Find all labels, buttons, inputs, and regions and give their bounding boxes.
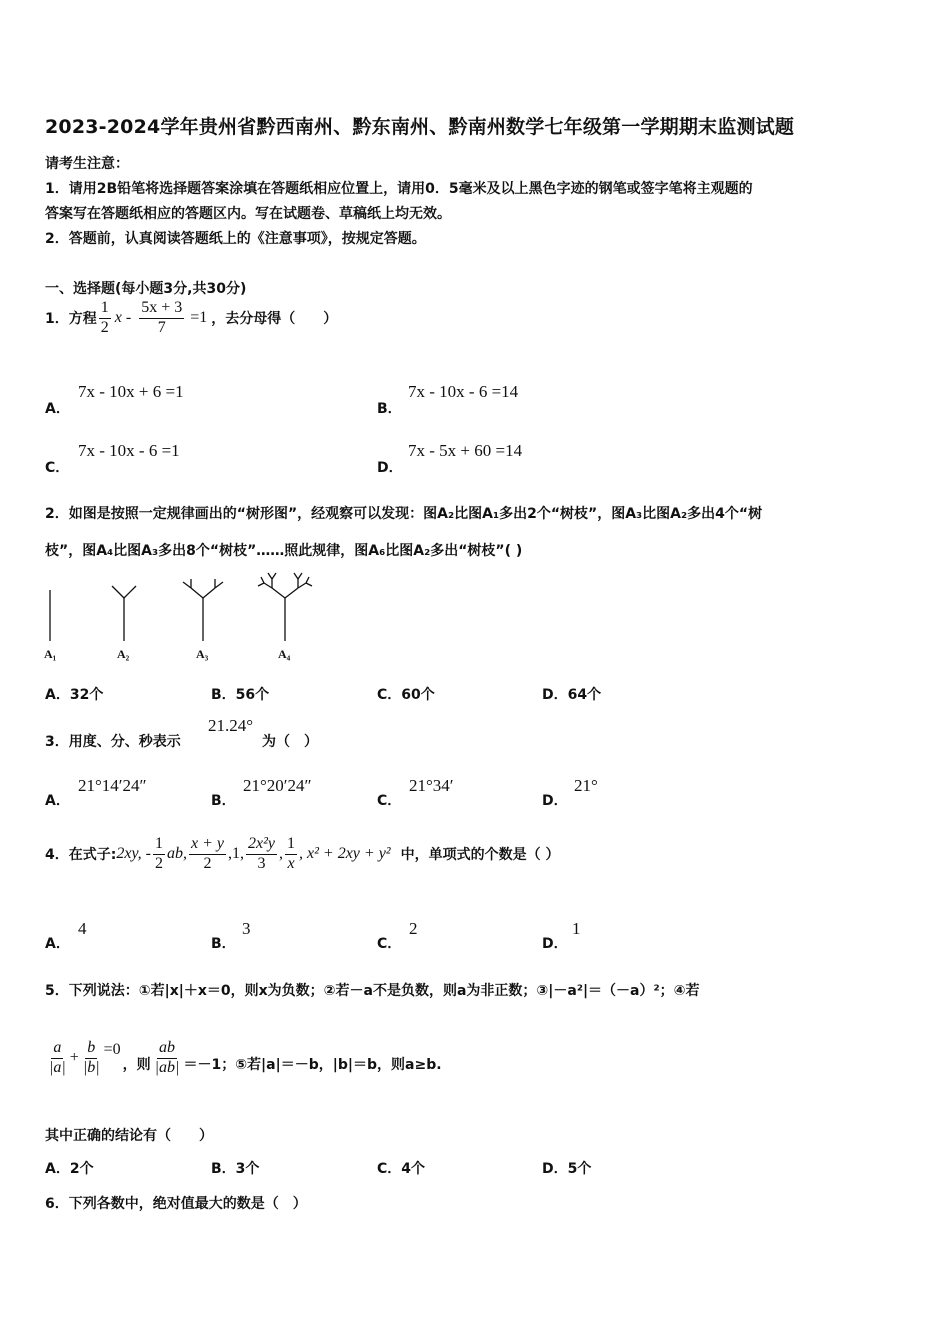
q3-option-c-expr: 21°34′ xyxy=(409,776,454,795)
q4-f2-num: x + y xyxy=(189,836,226,855)
notice-line-1a: 1．请用2B铅笔将选择题答案涂填在答题纸相应位置上，请用0．5毫米及以上黑色字迹的钢笔或签字笔将主观题的 xyxy=(45,181,753,197)
q5-f3-num: ab xyxy=(157,1040,177,1059)
tree-a4-leaf-8 xyxy=(306,583,312,586)
tree-a3-branch-left xyxy=(191,588,203,598)
tree-a4-leaf-4 xyxy=(272,573,276,579)
tree-a4-branch-left xyxy=(272,588,285,598)
q2-option-d[interactable] xyxy=(542,684,601,704)
q5-option-a-label: A． xyxy=(45,1161,70,1177)
q1-frac-a-den: 2 xyxy=(100,318,109,336)
q5-option-d-label: D． xyxy=(542,1161,568,1177)
q5-fraction-1 xyxy=(47,1040,68,1077)
notice-line-1b: 答案写在答题纸相应的答题区内。写在试题卷、草稿纸上均无效。 xyxy=(45,206,451,222)
tree-a4-twig-1 xyxy=(264,583,272,588)
q5-f1-den: |a| xyxy=(49,1058,66,1076)
tree-figure xyxy=(40,568,340,664)
q1-suffix: ，去分母得（ ） xyxy=(211,311,338,328)
q5-f2-den: |b| xyxy=(82,1058,100,1076)
q5-option-c-label: C． xyxy=(377,1161,402,1177)
notice-line-2: 2．答题前，认真阅读答题纸上的《注意事项》，按规定答题。 xyxy=(45,231,426,247)
q5-line-2 xyxy=(45,1040,442,1077)
q1-fraction-a xyxy=(99,300,111,337)
q1-option-d-label[interactable]: D． xyxy=(377,460,403,476)
q4-option-a-label[interactable]: A． xyxy=(45,936,70,952)
q4-suffix: 中，单项式的个数是（ ） xyxy=(400,847,560,864)
q1-prefix: 1．方程 xyxy=(45,311,97,328)
q5-option-a-text: 2个 xyxy=(69,1161,94,1177)
tree-a4-leaf-7 xyxy=(306,577,309,583)
q5-option-b-text: 3个 xyxy=(235,1161,260,1177)
q2-option-a[interactable] xyxy=(45,684,103,704)
tree-a4-leaf-6 xyxy=(298,573,302,579)
tree-a3-twig-1 xyxy=(183,582,191,588)
q2-option-c[interactable] xyxy=(377,684,435,704)
q3-value: 21.24° xyxy=(208,716,254,735)
question-1-stem xyxy=(45,300,337,337)
q1-option-a-label[interactable]: A． xyxy=(45,401,70,417)
question-4-stem xyxy=(45,836,559,873)
q4-term-2: ab, xyxy=(167,845,187,863)
tree-a2-branch-left xyxy=(112,586,124,598)
tree-a4-leaf-5 xyxy=(294,573,298,579)
q4-term-5: , x² + 2xy + y² xyxy=(299,845,391,863)
q4-f3-num: 2x²y xyxy=(246,836,277,855)
q4-option-b-label[interactable]: B． xyxy=(211,936,236,952)
tree-a3-twig-4 xyxy=(215,582,223,588)
q3-prefix: 3．用度、分、秒表示 xyxy=(45,734,181,750)
q4-option-d-expr: 1 xyxy=(572,919,581,938)
figure-label-a4: A₄ xyxy=(278,647,291,661)
q5-plus: + xyxy=(69,1049,79,1067)
q4-prefix: 4．在式子: xyxy=(45,847,117,864)
q4-f4-den: x xyxy=(287,854,295,872)
q3-option-b-label[interactable]: B． xyxy=(211,793,236,809)
figure-label-a2: A₂ xyxy=(117,647,130,661)
q5-eq0: =0 xyxy=(103,1041,121,1059)
q4-f1-den: 2 xyxy=(155,854,163,872)
section-heading: 一、选择题(每小题3分,共30分) xyxy=(45,281,247,297)
q2-option-a-label: A． xyxy=(45,687,70,703)
q4-option-b-expr: 3 xyxy=(242,919,251,938)
tree-a2-branch-right xyxy=(124,586,136,598)
q5-option-c[interactable] xyxy=(377,1158,425,1178)
q3-option-a-label[interactable]: A． xyxy=(45,793,70,809)
q2-line-1: 2．如图是按照一定规律画出的“树形图”，经观察可以发现：图A₂比图A₁多出2个“树枝”，图A₃比图A₂多出4个“树 xyxy=(45,506,763,522)
q1-x: x - xyxy=(114,309,132,327)
q4-f4-num: 1 xyxy=(285,836,297,855)
q1-frac-a-num: 1 xyxy=(99,300,111,319)
q5-fraction-2 xyxy=(81,1040,102,1077)
q4-option-c-expr: 2 xyxy=(409,919,418,938)
q3-suffix: 为（ ） xyxy=(262,734,318,750)
q4-term-4: , xyxy=(279,845,283,863)
q1-fraction-b xyxy=(139,300,184,337)
q1-option-d-expr: 7x - 5x + 60 =14 xyxy=(408,441,523,460)
q1-frac-b-den: 7 xyxy=(157,318,166,336)
q4-f2-den: 2 xyxy=(203,854,212,872)
q4-fraction-4 xyxy=(285,836,297,873)
q4-term-3: ,1, xyxy=(228,845,244,863)
q5-option-d[interactable] xyxy=(542,1158,591,1178)
tree-a4-leaf-3 xyxy=(268,573,272,579)
q4-f1-num: 1 xyxy=(153,836,165,855)
q4-fraction-3 xyxy=(246,836,277,873)
q5-option-a[interactable] xyxy=(45,1158,94,1178)
q4-option-d-label[interactable]: D． xyxy=(542,936,568,952)
q5-fraction-3 xyxy=(153,1040,182,1077)
q2-option-c-text: 60个 xyxy=(401,687,435,703)
q2-option-a-text: 32个 xyxy=(69,687,104,703)
q2-option-d-label: D． xyxy=(542,687,568,703)
q1-option-c-expr: 7x - 10x - 6 =1 xyxy=(78,441,180,460)
page-title: 2023-2024学年贵州省黔西南州、黔东南州、黔南州数学七年级第一学期期末监测试题 xyxy=(45,116,795,138)
q3-option-b-expr: 21°20′24″ xyxy=(243,776,312,795)
q2-option-b-label: B． xyxy=(211,687,236,703)
q6-stem: 6．下列各数中，绝对值最大的数是（ ） xyxy=(45,1196,307,1212)
q4-fraction-2 xyxy=(189,836,226,873)
tree-a4-leaf-1 xyxy=(258,583,264,586)
tree-a4-leaf-2 xyxy=(261,577,264,583)
q5-f3-den: |ab| xyxy=(154,1058,180,1076)
q1-option-b-label[interactable]: B． xyxy=(377,401,402,417)
q5-conclusion: 其中正确的结论有（ ） xyxy=(45,1128,213,1144)
tree-a3-branch-right xyxy=(203,588,215,598)
notice-heading: 请考生注意： xyxy=(45,156,129,172)
q1-option-a-expr: 7x - 10x + 6 =1 xyxy=(78,382,184,401)
q1-option-b-expr: 7x - 10x - 6 =14 xyxy=(408,382,519,401)
q5-f1-num: a xyxy=(51,1040,63,1059)
q2-option-d-text: 64个 xyxy=(567,687,602,703)
figure-label-a3: A₃ xyxy=(196,647,209,661)
q4-term-1: 2xy, - xyxy=(116,845,151,863)
q3-option-a-expr: 21°14′24″ xyxy=(78,776,147,795)
q3-option-d-expr: 21° xyxy=(574,776,598,795)
q5-f2-num: b xyxy=(85,1040,97,1059)
q5-option-b-label: B． xyxy=(211,1161,236,1177)
figure-label-a1: A₁ xyxy=(44,647,57,661)
q4-fraction-1 xyxy=(153,836,165,873)
tree-a4-twig-4 xyxy=(298,583,306,588)
q5-rest: ＝－1；⑤若|a|＝－b，|b|＝b，则a≥b. xyxy=(183,1057,442,1074)
q2-option-b-text: 56个 xyxy=(235,687,270,703)
q5-mid: ，则 xyxy=(122,1057,151,1074)
q2-option-c-label: C． xyxy=(377,687,402,703)
q1-rhs: =1 xyxy=(190,309,208,327)
q4-option-a-expr: 4 xyxy=(78,919,87,938)
q1-option-c-label[interactable]: C． xyxy=(45,460,70,476)
q5-option-b[interactable] xyxy=(211,1158,259,1178)
q2-option-b[interactable] xyxy=(211,684,269,704)
tree-a4-branch-right xyxy=(285,588,298,598)
q4-f3-den: 3 xyxy=(257,854,266,872)
q3-option-d-label[interactable]: D． xyxy=(542,793,568,809)
q3-option-c-label[interactable]: C． xyxy=(377,793,402,809)
q5-option-d-text: 5个 xyxy=(567,1161,592,1177)
q1-frac-b-num: 5x + 3 xyxy=(139,300,184,319)
q5-line-1: 5．下列说法：①若|x|＋x＝0，则x为负数；②若－a不是负数，则a为非正数；③|－a²|＝（－a）²；④若 xyxy=(45,983,700,999)
q4-option-c-label[interactable]: C． xyxy=(377,936,402,952)
q5-option-c-text: 4个 xyxy=(401,1161,426,1177)
q2-line-2: 枝”，图A₄比图A₃多出8个“树枝”……照此规律，图A₆比图A₂多出“树枝”( ) xyxy=(45,543,523,559)
